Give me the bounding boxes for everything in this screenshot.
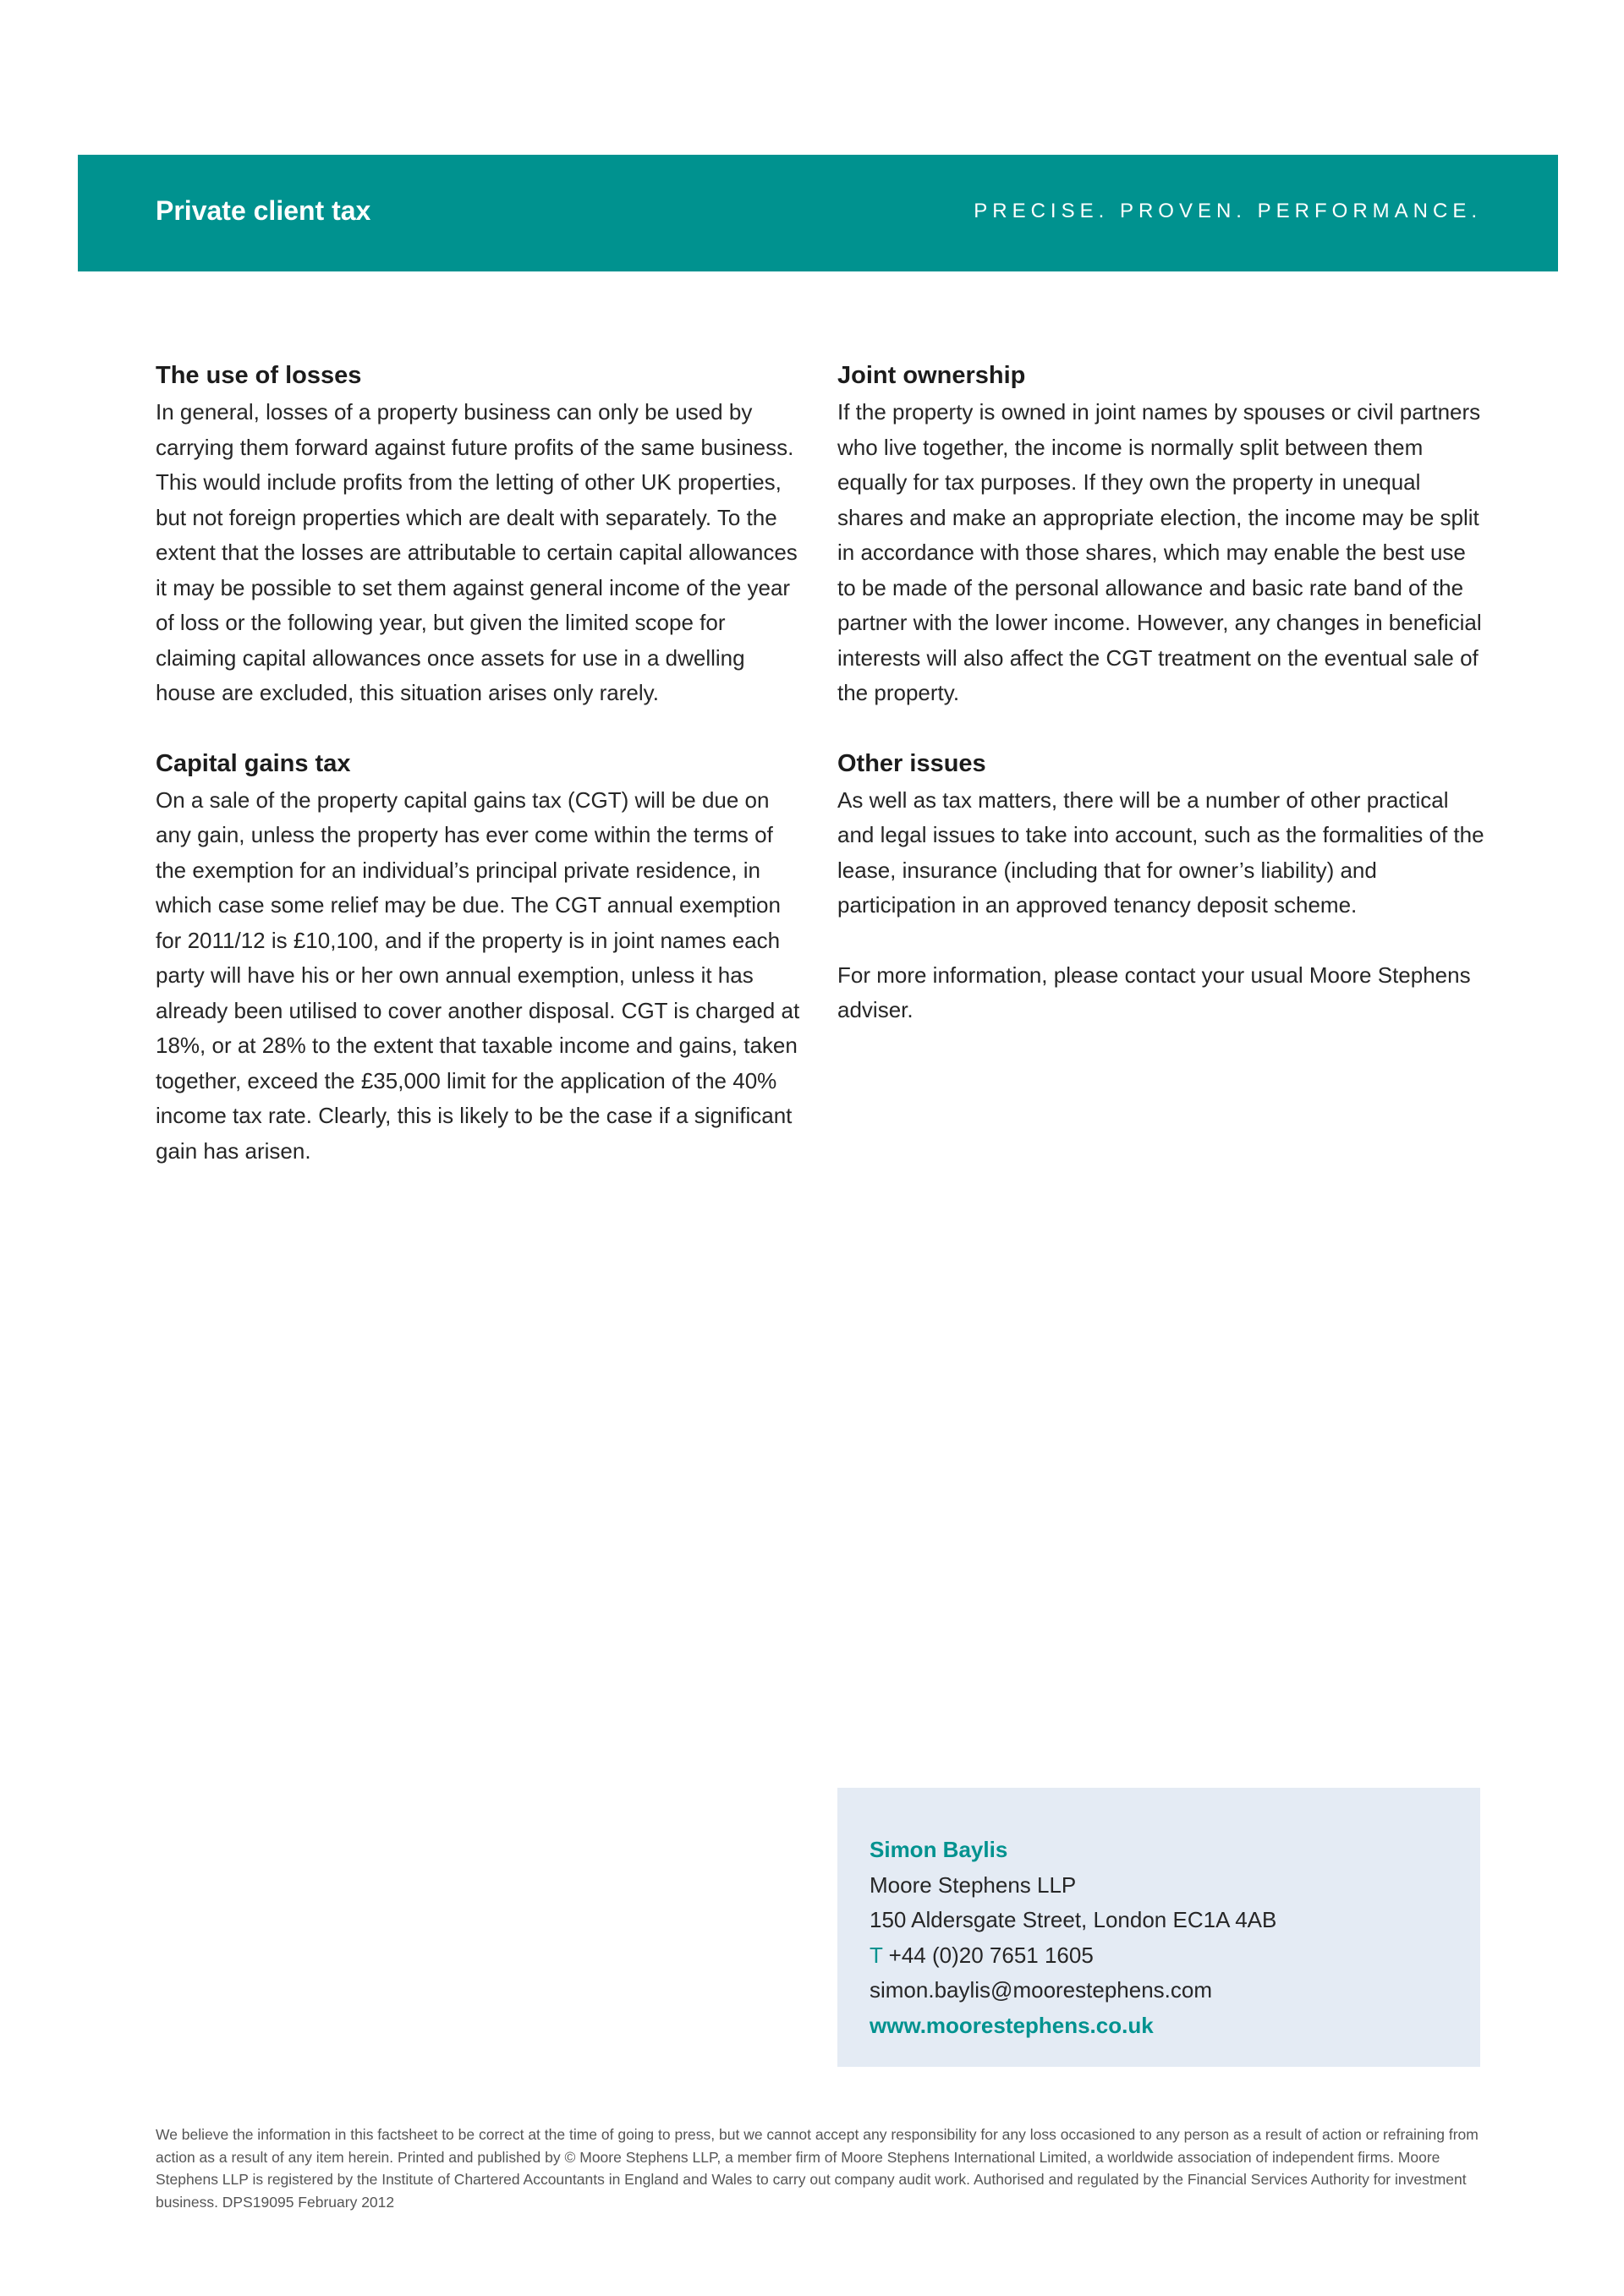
more-info-text: For more information, please contact your usual Moore Stephens adviser. — [837, 962, 1471, 1022]
section-body: In general, losses of a property business can only be used by carrying them forward against future profits of the same business. This would include profits from the letting of other UK properties, but not foreign properties which are dealt with separately. To the extent that the losses are attributable to certain capital allowances it may be possible to set them against general income of the year of loss or the following year, but given the limited scope for claiming capital allowances once assets for use in a dwelling house are excluded, this situation arises only rarely. — [156, 399, 798, 705]
section-body: As well as tax matters, there will be a number of other practical and legal issues to take into account, such as the formalities of the lease, insurance (including that for owner’s liability) and participation in an approved tenancy deposit scheme. — [837, 786, 1484, 918]
section-more-info — [837, 958, 1487, 1028]
section-heading: Other issues — [837, 749, 986, 777]
left-column — [156, 358, 800, 1203]
section-capital-gains-tax — [156, 746, 800, 1170]
header-title: Private client tax — [156, 195, 371, 226]
section-body: If the property is owned in joint names by spouses or civil partners who live together, the income is normally split between them equally for tax purposes. If they own the property in unequal shares and make an appropriate election, the income may be split in accordance with those shares, which may enable the best use to be made of the personal allowance and basic rate band of the partner with the lower income. However, any changes in beneficial interests will also affect the CGT treatment on the eventual sale of the property. — [837, 399, 1482, 705]
right-column — [837, 358, 1487, 1063]
section-body: On a sale of the property capital gains tax (CGT) will be due on any gain, unless the property has ever come within the terms of the exemption for an individual’s principal private residence, in which case some relief may be due. The CGT annual exemption for 2011/12 is £10,100, and if the property is in joint names each party will have his or her own annual exemption, unless it has already been utilised to cover another disposal. CGT is charged at 18%, or at 28% to the extent that taxable income and gains, taken together, exceed the £35,000 limit for the application of the 40% income tax rate. Clearly, this is likely to be the case if a significant gain has arisen. — [156, 786, 800, 1164]
contact-email[interactable]: simon.baylis@moorestephens.com — [870, 1977, 1213, 2003]
contact-box — [837, 1788, 1480, 2067]
contact-name: Simon Baylis — [870, 1837, 1008, 1862]
section-heading: The use of losses — [156, 362, 362, 389]
section-other-issues — [837, 746, 1487, 923]
contact-address: 150 Aldersgate Street, London EC1A 4AB — [870, 1907, 1277, 1932]
header-band — [78, 155, 1558, 271]
section-losses — [156, 358, 800, 711]
contact-company: Moore Stephens LLP — [870, 1871, 1077, 1898]
contact-phone[interactable]: +44 (0)20 7651 1605 — [888, 1942, 1094, 1968]
contact-phone-row — [870, 1938, 1480, 1974]
section-heading: Capital gains tax — [156, 749, 351, 777]
contact-website-link[interactable]: www.moorestephens.co.uk — [870, 2012, 1154, 2038]
header-tagline: PRECISE. PROVEN. PERFORMANCE. — [974, 200, 1482, 222]
section-heading: Joint ownership — [837, 362, 1026, 389]
section-joint-ownership — [837, 358, 1487, 711]
phone-label: T — [870, 1942, 883, 1968]
disclaimer: We believe the information in this factsheet to be correct at the time of going to press, but we cannot accept any responsibility for any loss occasioned to any person as a result of action or refraining from action as a result of any item herein. Printed and published by © Moore Stephens LLP, a member firm of Moore Stephens International Limited, a worldwide association of independent firms. Moore Stephens LLP is registered by the Institute of Chartered Accountants in England and Wales to carry out company audit work. Authorised and regulated by the Financial Services Authority for investment business. DPS19095 February 2012 — [156, 2126, 1479, 2211]
